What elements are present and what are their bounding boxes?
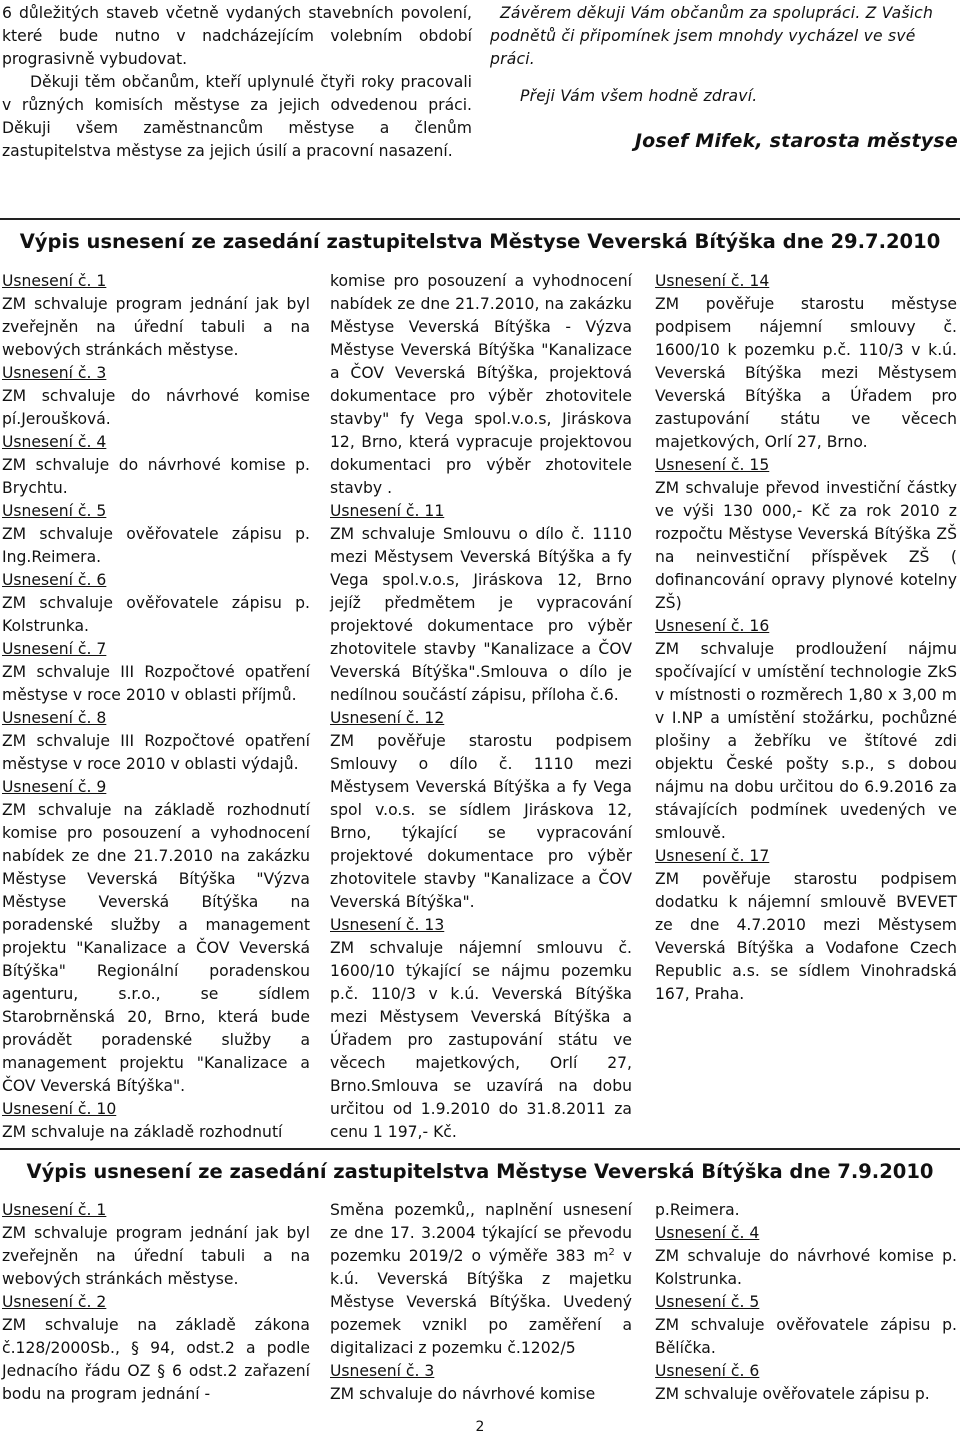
- resolution-heading: Usnesení č. 16: [655, 617, 770, 635]
- resolution-text: ZM schvaluje do návrhové komise: [330, 1385, 596, 1403]
- resolution-heading: Usnesení č. 5: [655, 1293, 760, 1311]
- resolution-item: [2, 1199, 310, 1291]
- resolution-item: [330, 1360, 632, 1406]
- resolution-item: [2, 1098, 310, 1144]
- resolution-text: p.Reimera.: [655, 1201, 740, 1219]
- section-1-column-3: [655, 270, 957, 1006]
- resolution-heading: Usnesení č. 14: [655, 272, 770, 290]
- wish-text: Přeji Vám všem hodně zdraví.: [520, 87, 758, 105]
- resolution-text: ZM schvaluje převod investiční částky ve výši 130 000,- Kč za rok 2010 z rozpočtu Městyse Veverská Bítýška ZŠ na neinvestiční příspěvek ZŠ ( dofinancování opravy plynové kotelny ZŠ): [655, 479, 957, 612]
- resolution-item: [2, 776, 310, 1098]
- divider-2: [0, 1148, 960, 1150]
- resolution-item: [2, 707, 310, 776]
- resolution-text: ZM schvaluje na základě zákona č.128/2000Sb., § 94, odst.2 a podle Jednacího řádu OZ § 6 odst.2 zařazení bodu na program jednání -: [2, 1316, 310, 1403]
- resolution-text: ZM schvaluje ověřovatele zápisu p. Kolstrunka.: [2, 594, 310, 635]
- resolution-text: ZM schvaluje ověřovatele zápisu p. Bělíčka.: [655, 1316, 957, 1357]
- section-1-column-2: [330, 270, 632, 1144]
- resolution-item: [655, 1360, 957, 1406]
- resolution-heading: Usnesení č. 3: [2, 364, 107, 382]
- section-2-column-1: [2, 1199, 310, 1406]
- resolution-item: [655, 1222, 957, 1291]
- resolution-item: [2, 638, 310, 707]
- intro-paragraph-2: Děkuji těm občanům, kteří uplynulé čtyři roky pracovali v různých komisích městyse za jejich odvedenou práci. Děkuji všem zaměstnancům městyse a členům zastupitelstva městyse za jejich úsilí a pracovní nasazení.: [2, 73, 472, 160]
- section-2-title: Výpis usnesení ze zasedání zastupitelstva Městyse Veverská Bítýška dne 7.9.2010: [26, 1160, 934, 1183]
- resolution-heading: Usnesení č. 17: [655, 847, 770, 865]
- intro-block: [0, 0, 960, 210]
- resolution-text: ZM schvaluje Smlouvu o dílo č. 1110 mezi Městysem Veverská Bítýška a fy Vega spol.v.o.s, Jiráskova 12, Brno jejíž předmětem je vypracování projektové dokumentace pro výběr zhotovitele stavby "Kanalizace a ČOV Veverská Bítýška".Smlouva o dílo je nedílnou součástí zápisu, příloha č.6.: [330, 525, 632, 704]
- resolution-heading: Usnesení č. 3: [330, 1362, 435, 1380]
- resolution-text: ZM schvaluje ověřovatele zápisu p. Ing.Reimera.: [2, 525, 310, 566]
- closing-text: Závěrem děkuji Vám občanům za spolupráci. Z Vašich podnětů či připomínek jsem mnohdy vycházel ve své práci.: [490, 4, 934, 68]
- resolution-item: [330, 500, 632, 707]
- resolution-item: [2, 431, 310, 500]
- resolution-text: ZM schvaluje do návrhové komise p. Kolstrunka.: [655, 1247, 957, 1288]
- resolution-item: [655, 1291, 957, 1360]
- resolution-item: [655, 845, 957, 1006]
- resolution-heading: Usnesení č. 5: [2, 502, 107, 520]
- parcel-exchange-text: Směna pozemků,, naplnění usnesení ze dne 17. 3.2004 týkající se převodu pozemku 2019/2 o výměře 383 $m^2$ v k.ú. Veverská Bítýška z majetku Městyse Veverská Bítýška. Uvedený pozemek vznikl po zaměření a digitalizaci z pozemku č.1202/5: [330, 1201, 633, 1357]
- resolution-text: ZM schvaluje nájemní smlouvu č. 1600/10 týkající se nájmu pozemku p.č. 110/3 v k.ú. Veverská Bítýška mezi Městysem Veverská Bítýška a Úřadem pro zastupování státu ve věcech majetkových, Orlí 27, Brno.Smlouva se uzavírá na dobu určitou od 1.9.2010 do 31.8.2011 za cenu 1 197,- Kč.: [330, 939, 632, 1141]
- resolution-heading: Usnesení č. 15: [655, 456, 770, 474]
- resolution-heading: Usnesení č. 6: [2, 571, 107, 589]
- resolution-text: ZM schvaluje do návrhové komise pí.Jeroušková.: [2, 387, 310, 428]
- resolution-text: ZM pověřuje starostu podpisem Smlouvy o dílo č. 1110 mezi Městysem Veverská Bítýška a fy Vega spol v.o.s. se sídlem Jiráskova 12, Brno, týkající se vypracování projektové dokumentace pro výběr zhotovitele stavby "Kanalizace a ČOV Veverská Bítýška".: [330, 732, 632, 911]
- divider-1: [0, 218, 960, 220]
- resolution-item: [2, 500, 310, 569]
- resolution-item: [655, 454, 957, 615]
- resolution-item: [2, 1291, 310, 1406]
- resolution-heading: Usnesení č. 8: [2, 709, 107, 727]
- resolution-heading: Usnesení č. 4: [2, 433, 107, 451]
- resolution-heading: Usnesení č. 11: [330, 502, 445, 520]
- resolution-text: ZM schvaluje na základě rozhodnutí: [2, 1123, 283, 1141]
- resolution-text: ZM schvaluje III Rozpočtové opatření městyse v roce 2010 v oblasti výdajů.: [2, 732, 310, 773]
- resolution-text: ZM schvaluje prodloužení nájmu spočívající v umístění technologie ZkS v místnosti o rozměrech 1,80 x 3,00 m v I.NP a umístění stožárku, pochůzné plošiny a žebříku ve štítové zdi objektu České pošty s.p., s dobou nájmu na dobu určitou do 6.9.2016 za stávajících podmínek uvedených ve smlouvě.: [655, 640, 957, 842]
- resolution-item: [330, 707, 632, 914]
- intro-right-text: [490, 2, 958, 153]
- page-number: 2: [475, 1419, 485, 1435]
- resolution-heading: Usnesení č. 9: [2, 778, 107, 796]
- section-2-column-3: [655, 1199, 957, 1406]
- resolution-item: [655, 615, 957, 845]
- mayor-signature: Josef Mifek, starosta městyse: [634, 130, 958, 152]
- resolution-item: [655, 1199, 957, 1222]
- resolution-heading: Usnesení č. 1: [2, 1201, 107, 1219]
- resolution-text: komise pro posouzení a vyhodnocení nabídek ze dne 21.7.2010, na zakázku Městyse Veverská Bítýška - Výzva Městyse Veverská Bítýška "Kanalizace a ČOV Veverská Bítýška, projektová dokumentace pro výběr zhotovitele stavby" fy Vega spol.v.o.s, Jiráskova 12, Brno, která vypracuje projektovou dokumentaci pro výběr zhotovitele stavby .: [330, 272, 632, 497]
- section-1-column-1: [2, 270, 310, 1144]
- resolution-heading: Usnesení č. 1: [2, 272, 107, 290]
- resolution-heading: Usnesení č. 13: [330, 916, 445, 934]
- superscript-2: 2: [608, 1246, 615, 1258]
- intro-left-text: [2, 2, 472, 163]
- resolution-text: ZM pověřuje starostu městyse podpisem nájemní smlouvy č. 1600/10 k pozemku p.č. 110/3 v k.ú. Veverská Bítýška mezi Městysem Veverská Bítýška a Úřadem pro zastupování státu ve věcech majetkových, Orlí 27, Brno.: [655, 295, 957, 451]
- resolution-heading: Usnesení č. 6: [655, 1362, 760, 1380]
- resolution-item: [2, 569, 310, 638]
- resolution-text: ZM schvaluje ověřovatele zápisu p.: [655, 1385, 930, 1403]
- intro-paragraph-1: 6 důležitých staveb včetně vydaných stavebních povolení, které bude nutno v nadcházejícím volebním období prograsivně vybudovat.: [2, 4, 472, 68]
- resolution-item: [2, 362, 310, 431]
- resolution-item: [2, 270, 310, 362]
- resolution-text: ZM schvaluje na základě rozhodnutí komise pro posouzení a vyhodnocení nabídek ze dne 21.7.2010 na zakázku Městyse Veverská Bítýška "Výzva Městyse Veverská Bítýška na poradenské služby a management projektu "Kanalizace a ČOV Veverská Bítýška" Regionální poradenskou agenturu, s.r.o., se sídlem Starobrněnská 20, Brno, která bude provádět poradenské služby a management projektu "Kanalizace a ČOV Veverská Bítýška".: [2, 801, 310, 1095]
- resolution-heading: Usnesení č. 7: [2, 640, 107, 658]
- resolution-text: ZM schvaluje program jednání jak byl zveřejněn na úřední tabuli a na webových stránkách městyse.: [2, 1224, 310, 1288]
- resolution-text: ZM schvaluje program jednání jak byl zveřejněn na úřední tabuli a na webových stránkách městyse.: [2, 295, 310, 359]
- resolution-heading: Usnesení č. 2: [2, 1293, 107, 1311]
- resolution-text: ZM schvaluje do návrhové komise p. Brychtu.: [2, 456, 310, 497]
- section-1-title: Výpis usnesení ze zasedání zastupitelstva Městyse Veverská Bítýška dne 29.7.2010: [19, 230, 941, 253]
- section-2-column-2: [330, 1199, 632, 1406]
- resolution-heading: Usnesení č. 4: [655, 1224, 760, 1242]
- resolution-heading: Usnesení č. 10: [2, 1100, 117, 1118]
- resolution-heading: Usnesení č. 12: [330, 709, 445, 727]
- resolution-text: ZM pověřuje starostu podpisem dodatku k nájemní smlouvě BVEVET ze dne 4.7.2010 mezi Městysem Veverská Bítýška a Vodafone Czech Republic a.s. se sídlem Vinohradská 167, Praha.: [655, 870, 957, 1003]
- resolution-item: [655, 270, 957, 454]
- resolution-item: [330, 914, 632, 1144]
- resolution-item: [330, 270, 632, 500]
- resolution-text: ZM schvaluje III Rozpočtové opatření městyse v roce 2010 v oblasti příjmů.: [2, 663, 310, 704]
